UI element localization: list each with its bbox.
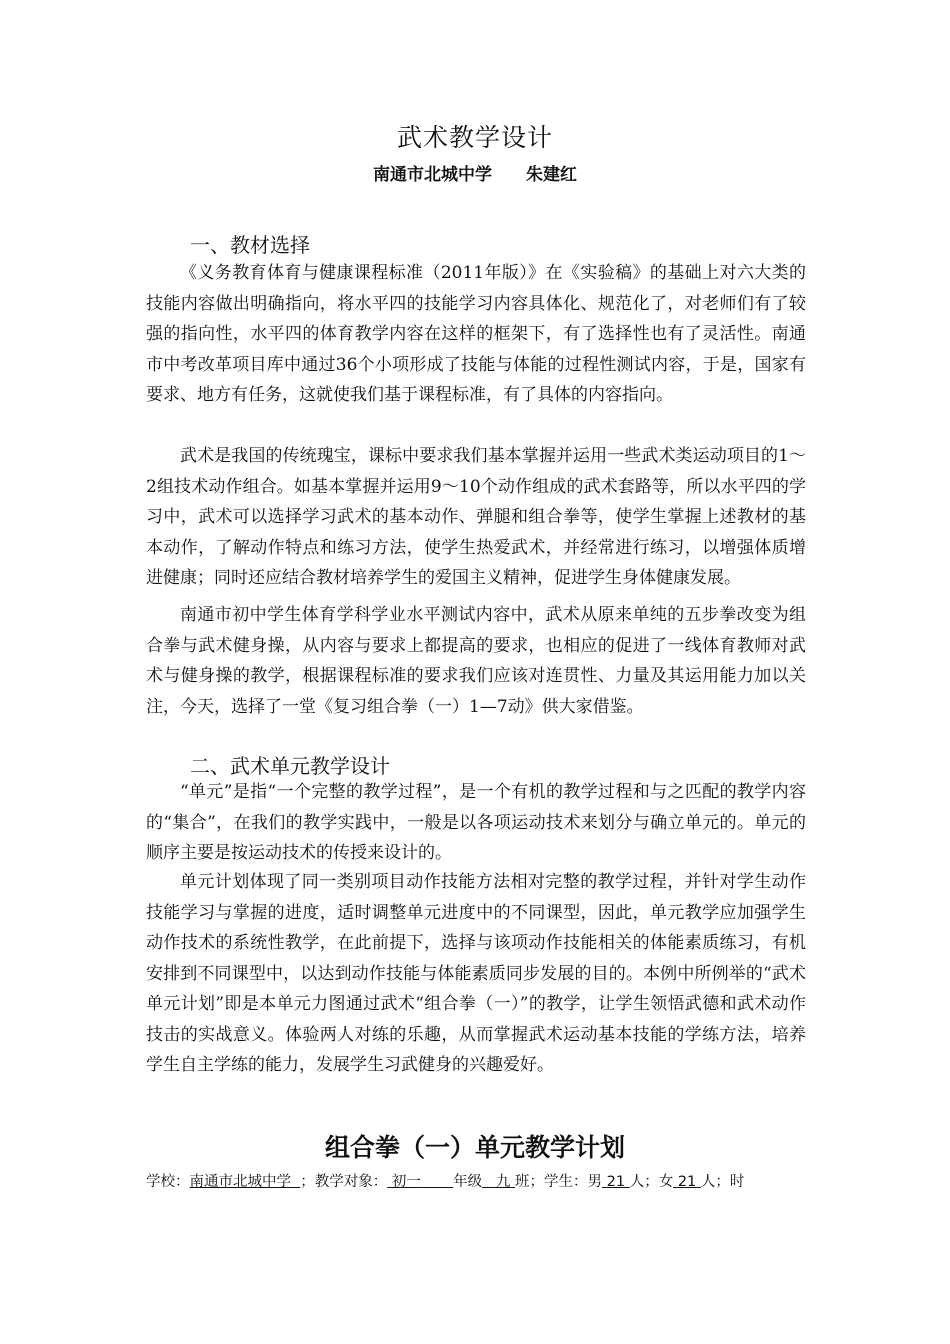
male-count: 21 <box>606 1174 626 1190</box>
female-count: 21 <box>677 1174 697 1190</box>
grade-value: 初一 <box>391 1174 421 1190</box>
target-label: ；教学对象： <box>300 1174 388 1190</box>
class-value: 九 <box>495 1174 511 1190</box>
byline <box>0 160 950 185</box>
section-heading-2: 二、武术单元教学设计 <box>190 754 390 778</box>
paragraph-2: 武术是我国的传统瑰宝，课标中要求我们基本掌握并运用一些武术类运动项目的1～2组技术动作组合。如基本掌握并运用9～10个动作组成的武术套路等，所以水平四的学习中，武术可以选择学习武术的基本动作、弹腿和组合拳等，使学生掌握上述教材的基本动作，了解动作特点和练习方法，使学生热爱武术，并经常进行练习，以增强体质增进健康；同时还应结合教材培养学生的爱国主义精神，促进学生身体健康发展。 <box>146 446 806 588</box>
school-value: 南通市北城中学 <box>189 1174 291 1190</box>
paragraph-5: 单元计划体现了同一类别项目动作技能方法相对完整的教学过程，并针对学生动作技能学习与掌握的进度，适时调整单元进度中的不同课型，因此，单元教学应加强学生动作技术的系统性教学，在此前提下，选择与该项动作技能相关的体能素质练习，有机安排到不同课型中，以达到动作技能与体能素质同步发展的目的。本例中所例举的“武术单元计划”即是本单元力图通过武术“组合拳（一）”的教学，让学生领悟武德和武术动作技击的实战意义。体验两人对练的乐趣，从而掌握武术运动基本技能的学练方法，培养学生自主学练的能力，发展学生习武健身的兴趣爱好。 <box>146 872 806 1075</box>
paragraph-1: 《义务教育体育与健康课程标准（2011年版）》在《实验稿》的基础上对六大类的技能内容做出明确指向，将水平四的技能学习内容具体化、规范化了，对老师们有了较强的指向性，水平四的体育教学内容在这样的框架下，有了选择性也有了灵活性。南通市中考改革项目库中通过36个小项形成了技能与体能的过程性测试内容，于是，国家有要求、地方有任务，这就使我们基于课程标准，有了具体的内容指向。 <box>146 263 806 405</box>
class-label: 班；学生：男 <box>515 1174 603 1190</box>
grade-label: 年级 <box>453 1174 483 1190</box>
female-label: 人；时 <box>700 1174 745 1190</box>
male-label: 人；女 <box>629 1174 674 1190</box>
plan-info-line <box>146 1170 816 1191</box>
author-name: 朱建红 <box>526 165 577 185</box>
school-label: 学校： <box>146 1174 190 1190</box>
paragraph-4: “单元”是指“一个完整的教学过程”，是一个有机的教学过程和与之匹配的教学内容的“集合”，在我们的教学实践中，一般是以各项运动技术来划分与确立单元的。单元的顺序主要是按运动技术的传授来设计的。 <box>146 782 806 863</box>
section-heading-1: 一、教材选择 <box>190 233 310 257</box>
plan-title: 组合拳（一）单元教学计划 <box>324 1133 625 1162</box>
paragraph-3: 南通市初中学生体育学科学业水平测试内容中，武术从原来单纯的五步拳改变为组合拳与武术健身操，从内容与要求上都提高的要求，也相应的促进了一线体育教师对武术与健身操的教学，根据课程标准的要求我们应该对连贯性、力量及其运用能力加以关注，今天，选择了一堂《复习组合拳（一）1—7动》供大家借鉴。 <box>146 605 806 717</box>
document-title: 武术教学设计 <box>396 123 553 152</box>
author-school: 南通市北城中学 <box>373 165 492 185</box>
